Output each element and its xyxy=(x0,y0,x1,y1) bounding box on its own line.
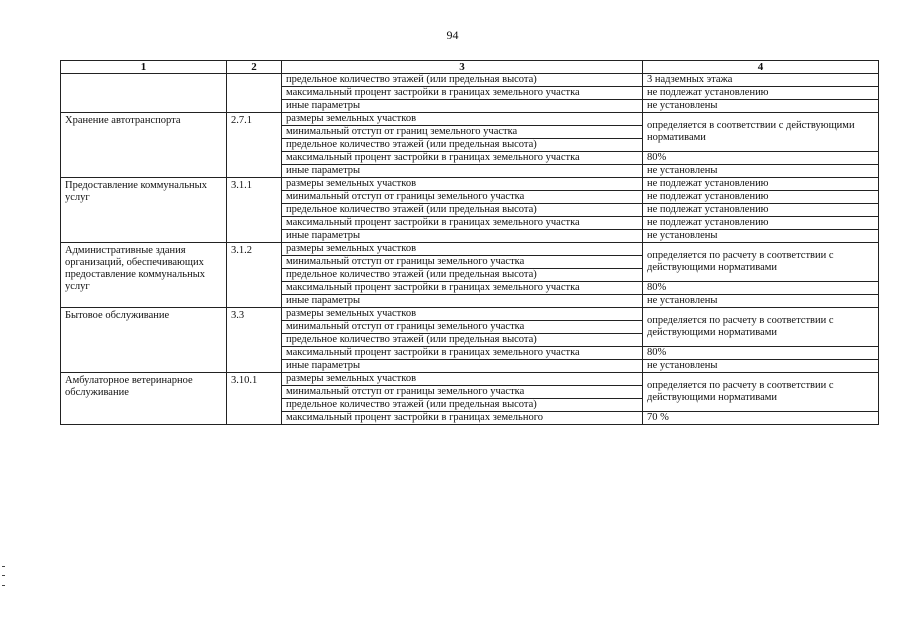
parameter-value-cell: 80% xyxy=(643,347,879,360)
parameter-cell: предельное количество этажей (или предельная высота) xyxy=(282,269,643,282)
table-row xyxy=(61,373,879,386)
land-use-cell: Амбулаторное ветеринарное обслуживание xyxy=(61,373,227,425)
parameter-value-cell: определяется по расчету в соответствии с действующими нормативами xyxy=(643,243,879,282)
parameter-value-cell: не подлежат установлению xyxy=(643,217,879,230)
parameter-value-cell: 80% xyxy=(643,152,879,165)
parameter-value-cell: 70 % xyxy=(643,412,879,425)
parameter-value-cell: определяется в соответствии с действующими нормативами xyxy=(643,113,879,152)
use-code-cell xyxy=(227,74,282,113)
parameter-cell: минимальный отступ от границы земельного участка xyxy=(282,191,643,204)
use-code-cell: 3.1.2 xyxy=(227,243,282,308)
land-use-cell: Бытовое обслуживание xyxy=(61,308,227,373)
parameter-cell: максимальный процент застройки в границах земельного xyxy=(282,412,643,425)
parameter-cell: предельное количество этажей (или предельная высота) xyxy=(282,399,643,412)
column-header-2: 2 xyxy=(227,61,282,74)
land-use-cell: Административные здания организаций, обеспечивающих предоставление коммунальных услуг xyxy=(61,243,227,308)
use-code-cell: 3.1.1 xyxy=(227,178,282,243)
table-row xyxy=(61,113,879,126)
parameter-cell: максимальный процент застройки в границах земельного участка xyxy=(282,87,643,100)
margin-mark xyxy=(2,566,5,586)
parameter-cell: минимальный отступ от границ земельного участка xyxy=(282,126,643,139)
land-use-cell: Хранение автотранспорта xyxy=(61,113,227,178)
column-header-3: 3 xyxy=(282,61,643,74)
parameter-value-cell: определяется по расчету в соответствии с действующими нормативами xyxy=(643,308,879,347)
parameter-value-cell: не установлены xyxy=(643,100,879,113)
parameter-cell: иные параметры xyxy=(282,295,643,308)
parameter-value-cell: не установлены xyxy=(643,165,879,178)
header-row xyxy=(61,61,879,74)
parameter-value-cell: не подлежат установлению xyxy=(643,178,879,191)
parameter-value-cell: не подлежат установлению xyxy=(643,191,879,204)
table-body xyxy=(61,74,879,425)
parameter-cell: размеры земельных участков xyxy=(282,113,643,126)
parameter-cell: размеры земельных участков xyxy=(282,308,643,321)
column-header-1: 1 xyxy=(61,61,227,74)
page-number: 94 xyxy=(446,28,459,42)
parameter-cell: иные параметры xyxy=(282,230,643,243)
parameter-cell: предельное количество этажей (или предельная высота) xyxy=(282,139,643,152)
parameter-cell: максимальный процент застройки в границах земельного участка xyxy=(282,347,643,360)
land-use-cell xyxy=(61,74,227,113)
parameter-value-cell: не установлены xyxy=(643,295,879,308)
parameter-cell: максимальный процент застройки в границах земельного участка xyxy=(282,152,643,165)
parameter-cell: минимальный отступ от границы земельного участка xyxy=(282,321,643,334)
parameter-value-cell: 80% xyxy=(643,282,879,295)
table-header xyxy=(61,61,879,74)
parameter-cell: иные параметры xyxy=(282,100,643,113)
use-code-cell: 2.7.1 xyxy=(227,113,282,178)
use-code-cell: 3.10.1 xyxy=(227,373,282,425)
parameter-value-cell: 3 надземных этажа xyxy=(643,74,879,87)
parameter-value-cell: не подлежат установлению xyxy=(643,204,879,217)
parameter-cell: максимальный процент застройки в границах земельного участка xyxy=(282,217,643,230)
parameter-cell: иные параметры xyxy=(282,165,643,178)
table-row xyxy=(61,74,879,87)
parameter-cell: размеры земельных участков xyxy=(282,178,643,191)
parameter-cell: максимальный процент застройки в границах земельного участка xyxy=(282,282,643,295)
parameter-cell: минимальный отступ от границы земельного участка xyxy=(282,386,643,399)
land-use-parameters-table xyxy=(60,60,879,425)
table-row xyxy=(61,308,879,321)
parameter-cell: размеры земельных участков xyxy=(282,373,643,386)
parameter-cell: предельное количество этажей (или предельная высота) xyxy=(282,204,643,217)
table-row xyxy=(61,243,879,256)
parameter-cell: размеры земельных участков xyxy=(282,243,643,256)
use-code-cell: 3.3 xyxy=(227,308,282,373)
parameter-value-cell: не установлены xyxy=(643,230,879,243)
parameter-cell: предельное количество этажей (или предельная высота) xyxy=(282,74,643,87)
land-use-cell: Предоставление коммунальных услуг xyxy=(61,178,227,243)
parameter-cell: предельное количество этажей (или предельная высота) xyxy=(282,334,643,347)
parameter-value-cell: не подлежат установлению xyxy=(643,87,879,100)
table-row xyxy=(61,178,879,191)
parameter-value-cell: не установлены xyxy=(643,360,879,373)
parameter-cell: минимальный отступ от границы земельного участка xyxy=(282,256,643,269)
parameter-cell: иные параметры xyxy=(282,360,643,373)
parameter-value-cell: определяется по расчету в соответствии с действующими нормативами xyxy=(643,373,879,412)
column-header-4: 4 xyxy=(643,61,879,74)
